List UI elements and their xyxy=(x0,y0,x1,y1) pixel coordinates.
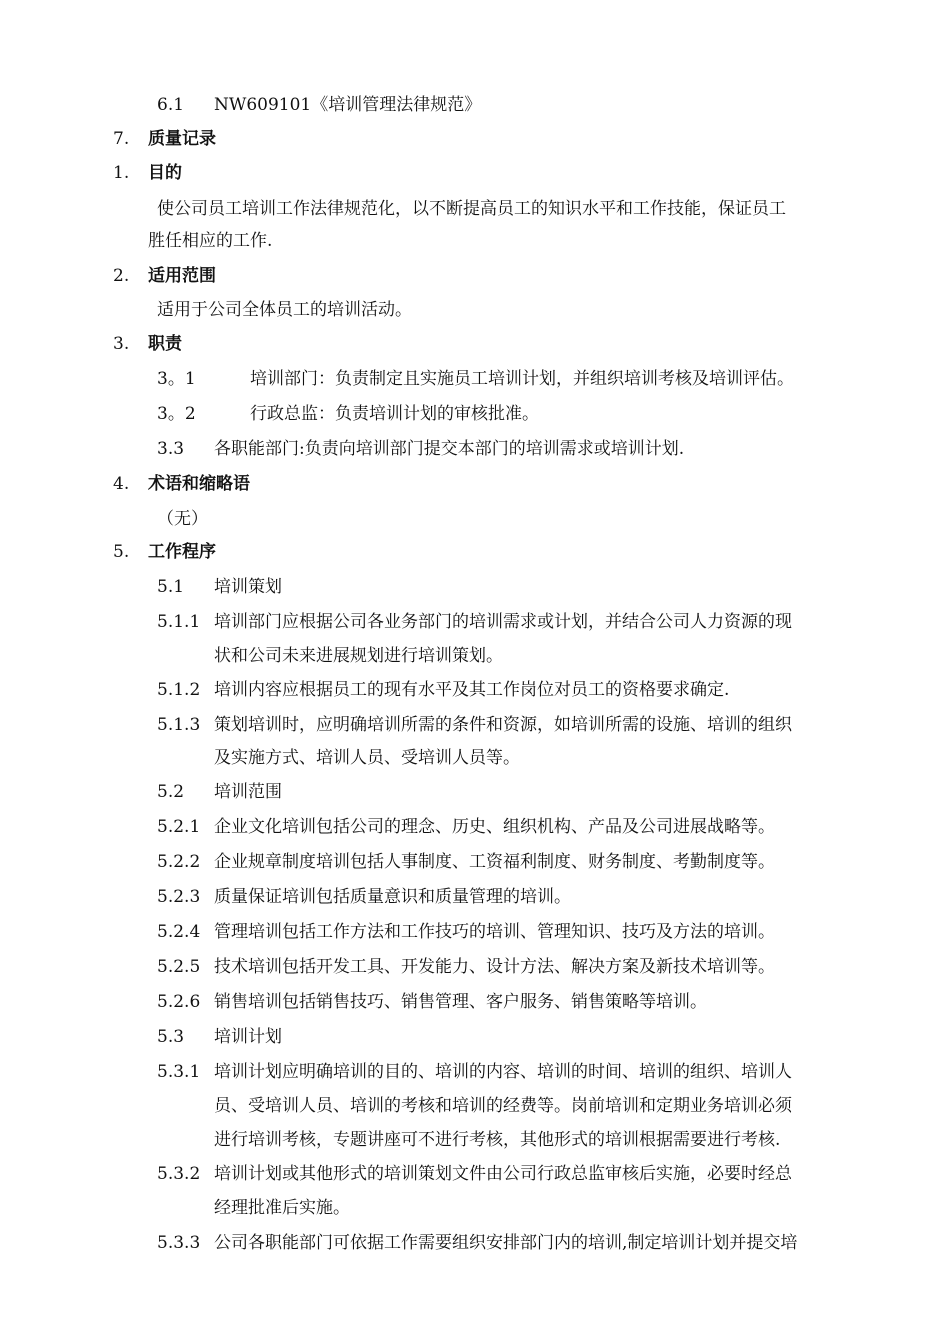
item-text: 培训计划或其他形式的培训策划文件由公司行政总监审核后实施，必要时经总 xyxy=(214,1164,792,1184)
paragraph-line: 胜任相应的工作. xyxy=(148,231,273,251)
item-text: 策划培训时，应明确培训所需的条件和资源，如培训所需的设施、培训的组织 xyxy=(214,715,792,735)
item-text: 培训内容应根据员工的现有水平及其工作岗位对员工的资格要求确定. xyxy=(214,680,730,700)
item-text: 员、受培训人员、培训的考核和培训的经费等。岗前培训和定期业务培训必须 xyxy=(214,1096,792,1116)
section-number: 2. xyxy=(113,266,130,286)
item-number: 5.3.1 xyxy=(157,1062,201,1082)
item-number: 5.1.2 xyxy=(157,680,201,700)
section-heading: 职责 xyxy=(148,334,182,354)
section-heading: 工作程序 xyxy=(148,542,216,562)
item-number: 3。2 xyxy=(157,404,196,424)
item-text: 培训部门：负责制定且实施员工培训计划，并组织培训考核及培训评估。 xyxy=(250,369,794,389)
item-number: 5.1.1 xyxy=(157,612,201,632)
paragraph-line: 使公司员工培训工作法律规范化，以不断提高员工的知识水平和工作技能，保证员工 xyxy=(157,199,786,219)
item-text: NW609101《培训管理法律规范》 xyxy=(214,95,482,115)
item-text: 管理培训包括工作方法和工作技巧的培训、管理知识、技巧及方法的培训。 xyxy=(214,922,775,942)
item-number: 5.3.3 xyxy=(157,1233,201,1253)
section-heading: 目的 xyxy=(148,163,182,183)
item-text: 公司各职能部门可依据工作需要组织安排部门内的培训,制定培训计划并提交培 xyxy=(214,1233,798,1253)
item-text: 行政总监：负责培训计划的审核批准。 xyxy=(250,404,539,424)
item-number: 5.3 xyxy=(157,1027,185,1047)
item-text: 各职能部门:负责向培训部门提交本部门的培训需求或培训计划. xyxy=(214,439,685,459)
item-number: 6.1 xyxy=(157,95,185,115)
section-heading: 术语和缩略语 xyxy=(148,474,250,494)
section-heading: 适用范围 xyxy=(148,266,216,286)
item-text: 质量保证培训包括质量意识和质量管理的培训。 xyxy=(214,887,571,907)
item-text: 培训策划 xyxy=(214,577,282,597)
section-number: 1. xyxy=(113,163,130,183)
item-number: 3.3 xyxy=(157,439,185,459)
item-number: 5.3.2 xyxy=(157,1164,201,1184)
item-number: 3。1 xyxy=(157,369,196,389)
item-text: 及实施方式、培训人员、受培训人员等。 xyxy=(214,748,520,768)
item-number: 5.2.5 xyxy=(157,957,201,977)
paragraph-line: 适用于公司全体员工的培训活动。 xyxy=(157,300,412,320)
item-text: 培训计划 xyxy=(214,1027,282,1047)
section-number: 7. xyxy=(113,129,130,149)
item-text: 状和公司未来进展规划进行培训策划。 xyxy=(214,646,503,666)
item-number: 5.2.3 xyxy=(157,887,201,907)
item-number: 5.1.3 xyxy=(157,715,201,735)
item-number: 5.1 xyxy=(157,577,185,597)
item-text: 企业文化培训包括公司的理念、历史、组织机构、产品及公司进展战略等。 xyxy=(214,817,775,837)
item-number: 5.2 xyxy=(157,782,185,802)
item-text: 企业规章制度培训包括人事制度、工资福利制度、财务制度、考勤制度等。 xyxy=(214,852,775,872)
item-text: 技术培训包括开发工具、开发能力、设计方法、解决方案及新技术培训等。 xyxy=(214,957,775,977)
paragraph-line: （无） xyxy=(157,509,208,529)
item-text: 进行培训考核，专题讲座可不进行考核，其他形式的培训根据需要进行考核. xyxy=(214,1130,781,1150)
item-text: 经理批准后实施。 xyxy=(214,1198,350,1218)
section-heading: 质量记录 xyxy=(148,129,216,149)
item-number: 5.2.6 xyxy=(157,992,201,1012)
section-number: 5. xyxy=(113,542,130,562)
item-text: 培训部门应根据公司各业务部门的培训需求或计划，并结合公司人力资源的现 xyxy=(214,612,792,632)
item-text: 培训计划应明确培训的目的、培训的内容、培训的时间、培训的组织、培训人 xyxy=(214,1062,792,1082)
item-text: 销售培训包括销售技巧、销售管理、客户服务、销售策略等培训。 xyxy=(214,992,707,1012)
section-number: 4. xyxy=(113,474,130,494)
section-number: 3. xyxy=(113,334,130,354)
item-number: 5.2.4 xyxy=(157,922,201,942)
item-text: 培训范围 xyxy=(214,782,282,802)
item-number: 5.2.1 xyxy=(157,817,201,837)
item-number: 5.2.2 xyxy=(157,852,201,872)
